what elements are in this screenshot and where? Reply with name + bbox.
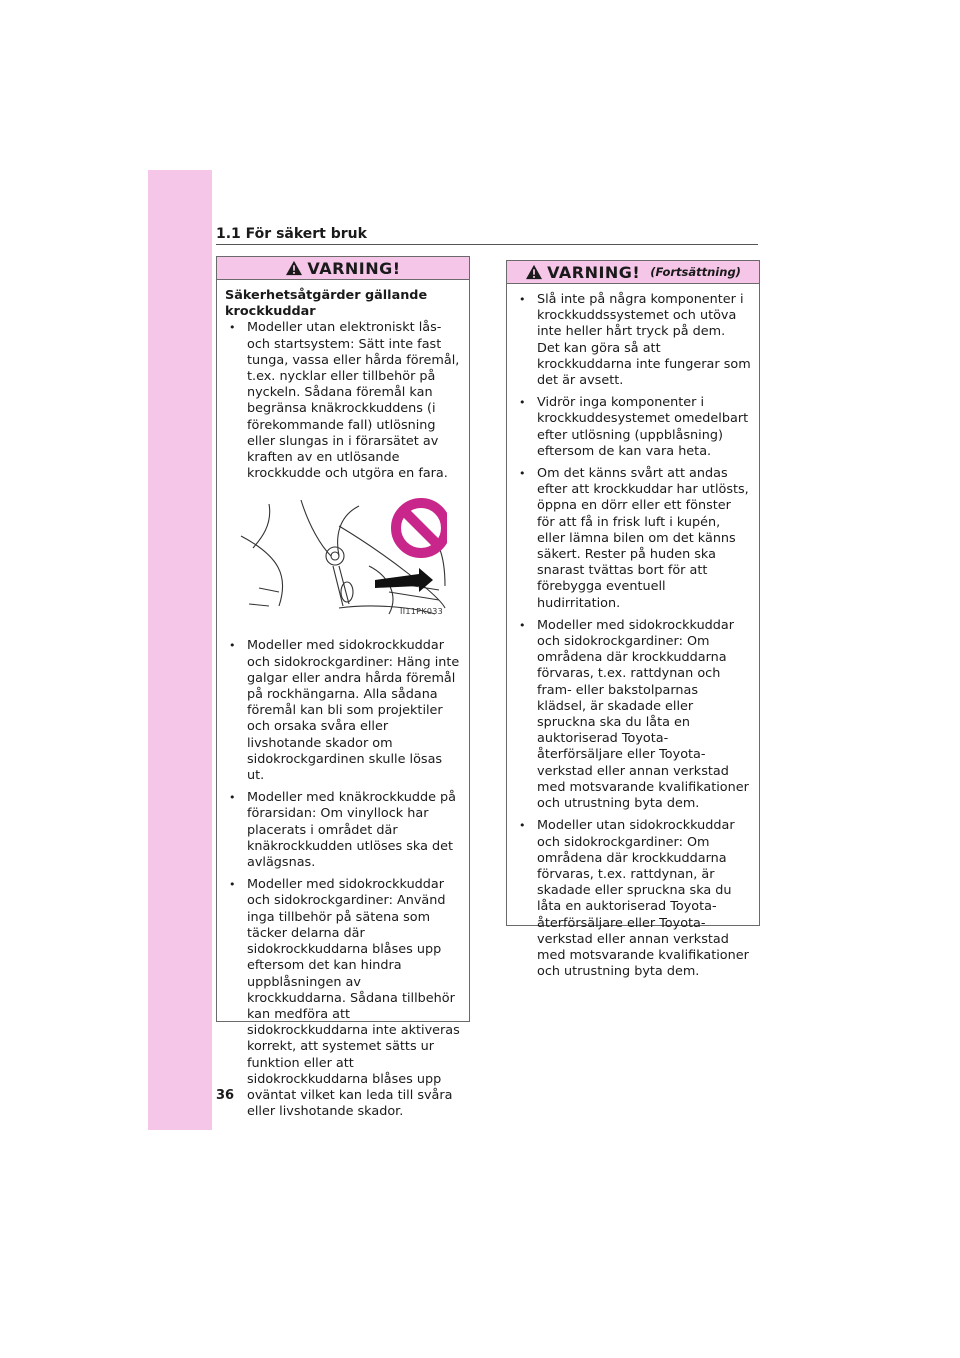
figure-label: II11PK033: [400, 607, 443, 617]
list-item: • Modeller med sidokrockkuddar och sidokrockgardiner: Om områdena där krockkuddarna förvaras, t.ex. rattdynan och fram- eller bakstolparnas klädsel, är skadade eller spruckna ska du låta en auktoriserad Toyota-återförsäljare eller Toyota-verkstad eller annan verkstad med motsvarande kvalifikationer och utrustning byta dem.: [515, 618, 751, 812]
warning-header: [217, 257, 469, 280]
warning-title: VARNING!: [547, 262, 641, 282]
list-item: • Modeller med knäkrockkudde på förarsidan: Om vinyllock har placerats i området där knäkrockkudden utlöses ska det avlägsnas.: [225, 790, 461, 871]
warning-subheading: Säkerhetsåtgärder gällande krockkuddar: [225, 288, 428, 320]
section-title: 1.1 För säkert bruk: [216, 226, 758, 245]
page-number: 36: [216, 1088, 235, 1103]
prohibition-icon: [396, 503, 446, 553]
warning-triangle-icon: [285, 260, 303, 276]
warning-header: [507, 261, 759, 284]
list-item: • Om det känns svårt att andas efter att krockkuddar har utlösts, öppna en dörr eller ett fönster för att få in frisk luft i kupén, eller lämna bilen om det känns säkert. Rester på huden ska snarast tvättas bort för att förebygga eventuell hudirritation.: [515, 466, 751, 612]
list-item: • Vidrör inga komponenter i krockkuddesystemet omedelbart efter utlösning (uppblåsning) eftersom de kan vara heta.: [515, 395, 751, 460]
warning-triangle-icon: [525, 264, 543, 280]
ignition-key-illustration: [239, 496, 447, 622]
warning-title: VARNING!: [307, 258, 401, 278]
list-item: • Modeller med sidokrockkuddar och sidokrockgardiner: Använd inga tillbehör på sätena som täcker delarna där sidokrockkuddarna blåses upp eftersom det kan hindra uppblåsningen av krockkuddarna. Sådana tillbehör kan medföra att sidokrockkuddarna inte aktiveras korrekt, att systemet sätts ur funktion eller att sidokrockkuddarna blåses upp oväntat vilket kan leda till svåra eller livshotande skador.: [225, 877, 461, 1120]
list-item: • Modeller utan elektroniskt lås- och startsystem: Sätt inte fast tunga, vassa eller hårda föremål, t.ex. nycklar eller tillbehör på nyckeln. Sådana föremål kan begränsa knäkrockkuddens (i förekommande fall) utlösning eller slungas in i förarsätet av kraften av en utlösande krockkudde och utgöra en fara.: [225, 320, 461, 482]
list-item: • Modeller utan sidokrockkuddar och sidokrockgardiner: Om områdena där krockkuddarna förvaras, t.ex. rattdynan, är skadade eller spruckna ska du låta en auktoriserad Toyota-återförsäljare eller Toyota-verkstad eller annan verkstad med motsvarande kvalifikationer och utrustning byta dem.: [515, 818, 751, 980]
warning-box-right: [506, 260, 760, 980]
list-item: • Slå inte på några komponenter i krockkuddssystemet och utöva inte heller hårt tryck på dem. Det kan göra så att krockkuddarna inte fungerar som det är avsett.: [515, 292, 751, 389]
continuation-label: (Fortsättning): [650, 265, 741, 279]
side-tab-bar: [148, 170, 212, 1130]
list-item: • Modeller med sidokrockkuddar och sidokrockgardiner: Häng inte galgar eller andra hårda föremål på rockhängarna. Alla sådana föremål kan bli som projektiler och orsaka svåra eller livshotande skador om sidokrockgardinen skulle lösas ut.: [225, 638, 461, 784]
